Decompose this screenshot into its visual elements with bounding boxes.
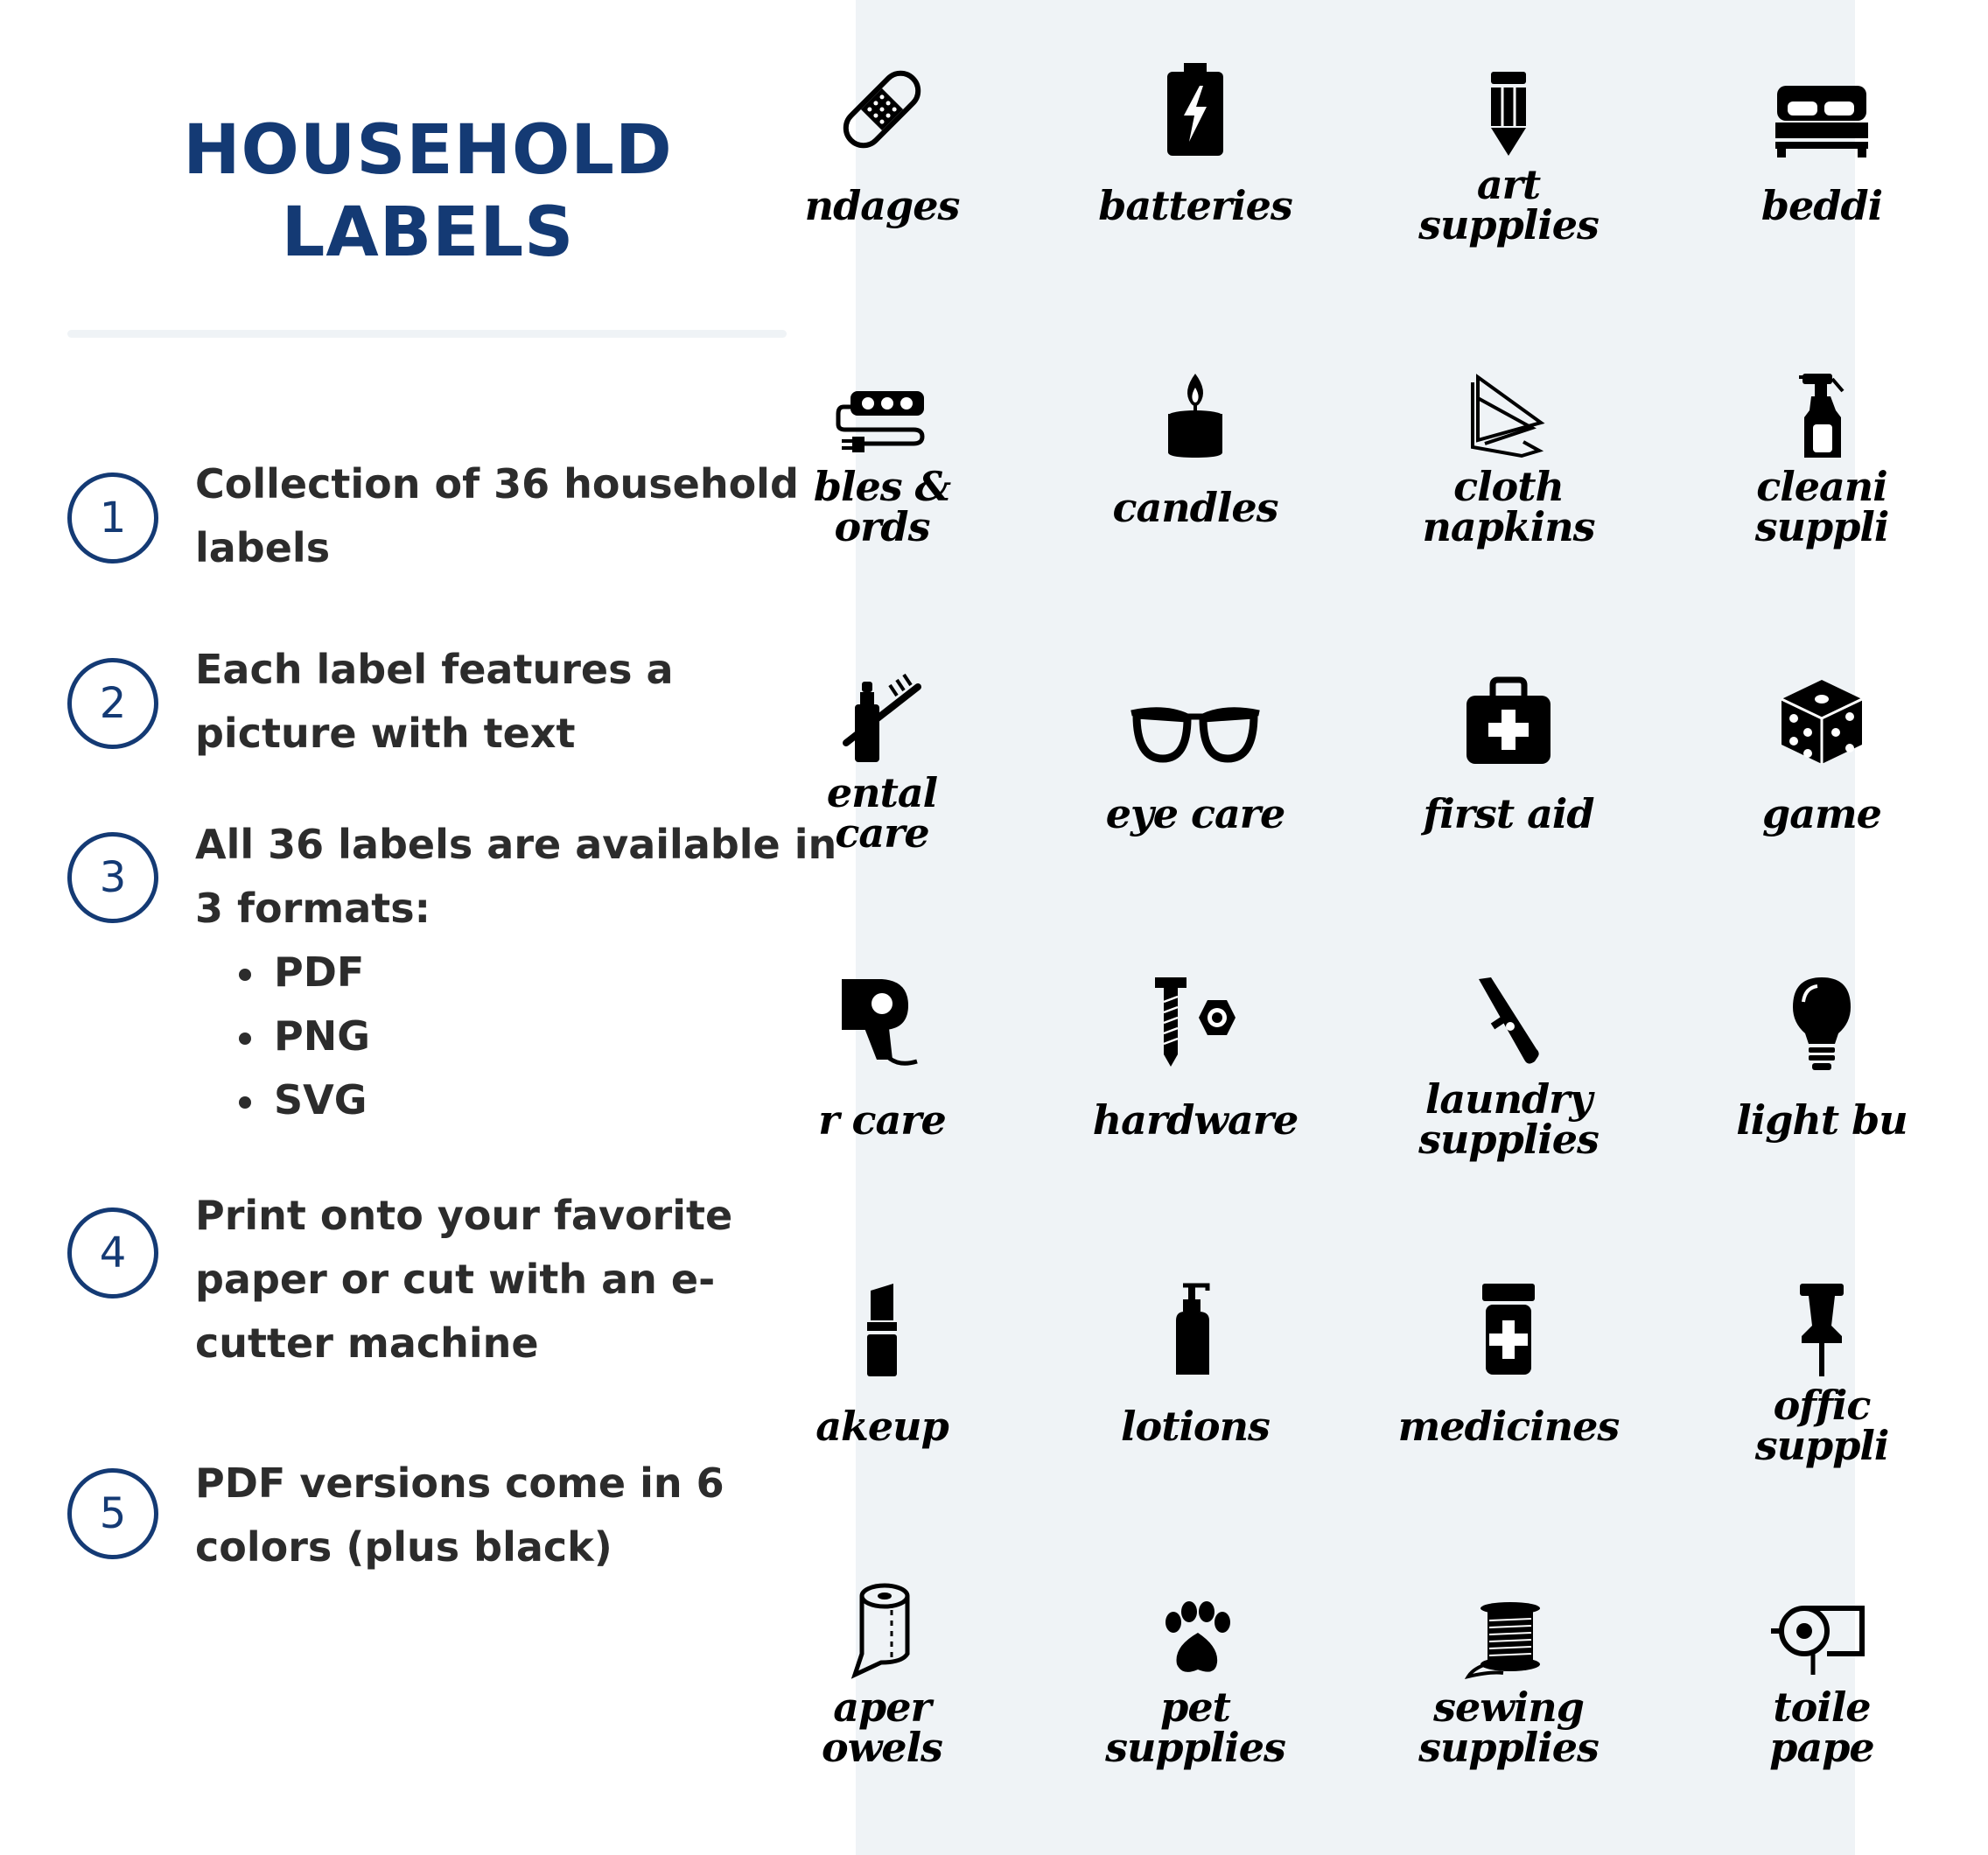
battery-icon xyxy=(1165,61,1226,158)
feature-text-body: Print onto your favorite paper or cut with an e-cutter machine xyxy=(195,1192,733,1367)
label-card xyxy=(751,363,1013,626)
label-line: light bu xyxy=(1736,1096,1908,1144)
label-card xyxy=(1377,363,1640,626)
bandage-icon xyxy=(834,61,930,158)
number-badge: 3 xyxy=(67,832,158,923)
label-card xyxy=(751,976,1013,1238)
label-text xyxy=(716,1684,1048,1771)
light-bulb-icon xyxy=(1791,976,1852,1072)
label-card xyxy=(1690,669,1953,932)
label-line: suppli xyxy=(1754,503,1889,550)
label-text xyxy=(1656,1096,1988,1144)
label-card xyxy=(1377,61,1640,324)
toilet-paper-icon xyxy=(1778,1601,1866,1680)
label-text xyxy=(1656,182,1988,229)
thread-spool-icon xyxy=(1465,1601,1552,1680)
format-item: PNG xyxy=(274,1004,843,1068)
label-text xyxy=(1342,463,1675,550)
first-aid-kit-icon xyxy=(1465,678,1552,766)
label-text xyxy=(1656,463,1988,550)
label-line: beddi xyxy=(1760,182,1883,229)
pushpin-icon xyxy=(1791,1282,1852,1378)
feature-text xyxy=(195,638,843,766)
feature-text-body: All 36 labels are available in 3 formats: xyxy=(195,821,837,932)
medicine-bottle-icon xyxy=(1474,1282,1544,1378)
label-text xyxy=(716,1403,1048,1450)
spray-bottle-icon xyxy=(1796,372,1848,459)
label-line: pape xyxy=(1769,1724,1874,1771)
feature-text xyxy=(195,813,843,1132)
paw-icon xyxy=(1156,1601,1235,1680)
dice-icon xyxy=(1778,678,1866,766)
label-card xyxy=(1064,1282,1326,1544)
label-line: lotions xyxy=(1121,1403,1270,1450)
label-line: akeup xyxy=(816,1403,948,1450)
label-line: suppli xyxy=(1754,1422,1889,1469)
label-line: laundry xyxy=(1424,1075,1592,1123)
label-text xyxy=(1342,1075,1675,1163)
feature-text-body: Collection of 36 household labels xyxy=(195,460,799,571)
label-card xyxy=(1064,1584,1326,1846)
label-line: pet xyxy=(1160,1684,1230,1731)
label-line: art xyxy=(1476,161,1541,208)
label-text xyxy=(1342,790,1675,837)
label-line: cleani xyxy=(1756,463,1887,510)
label-card xyxy=(1690,1282,1953,1544)
label-card xyxy=(1690,61,1953,324)
label-card xyxy=(751,61,1013,324)
label-text xyxy=(716,463,1048,550)
label-line: supplies xyxy=(1418,201,1599,248)
divider xyxy=(67,330,787,338)
label-text xyxy=(1029,484,1362,531)
bed-icon xyxy=(1774,79,1870,158)
label-text xyxy=(1029,1096,1362,1144)
label-text xyxy=(716,1096,1048,1144)
toothbrush-icon xyxy=(843,669,921,766)
format-item: PDF xyxy=(274,941,843,1004)
label-text xyxy=(1656,790,1988,837)
number-badge: 1 xyxy=(67,472,158,564)
label-line: napkins xyxy=(1422,503,1595,550)
info-panel xyxy=(0,0,856,1855)
feature-text xyxy=(195,1452,843,1579)
label-text xyxy=(1029,790,1362,837)
label-line: ental xyxy=(826,769,938,816)
lipstick-icon xyxy=(860,1282,904,1378)
format-item: SVG xyxy=(274,1068,843,1132)
label-line: hardware xyxy=(1092,1096,1298,1144)
label-card xyxy=(751,669,1013,932)
label-line: eye care xyxy=(1105,790,1285,837)
label-text xyxy=(1029,182,1362,229)
feature-text-body: PDF versions come in 6 colors (plus black) xyxy=(195,1460,724,1571)
label-line: sewing xyxy=(1433,1684,1584,1731)
number-badge: 5 xyxy=(67,1468,158,1559)
label-line: aper xyxy=(833,1684,931,1731)
label-line: batteries xyxy=(1098,182,1292,229)
label-line: medicines xyxy=(1397,1403,1620,1450)
label-line: game xyxy=(1762,790,1881,837)
number-badge: 2 xyxy=(67,658,158,749)
label-line: supplies xyxy=(1418,1116,1599,1163)
label-card xyxy=(751,1584,1013,1846)
paper-towel-icon xyxy=(851,1584,913,1680)
label-line: care xyxy=(835,809,929,857)
label-line: ords xyxy=(834,503,930,550)
title-line-2: LABELS xyxy=(281,193,575,272)
label-preview-panel xyxy=(804,0,1908,1855)
glasses-icon xyxy=(1130,704,1261,766)
label-line: candles xyxy=(1112,484,1278,531)
label-card xyxy=(1064,669,1326,932)
label-line: bles & xyxy=(813,463,951,510)
clothespin-icon xyxy=(1474,976,1544,1072)
title-line-1: HOUSEHOLD xyxy=(183,111,673,190)
label-text xyxy=(1656,1684,1988,1771)
feature-text xyxy=(195,1184,843,1376)
label-line: cloth xyxy=(1453,463,1564,510)
candle-icon xyxy=(1165,372,1226,459)
label-line: toile xyxy=(1773,1684,1871,1731)
label-card xyxy=(1377,1584,1640,1846)
label-card xyxy=(1690,976,1953,1238)
screw-nut-icon xyxy=(1152,976,1239,1072)
pencil-icon xyxy=(1482,70,1535,158)
label-text xyxy=(716,182,1048,229)
label-card xyxy=(751,1282,1013,1544)
label-text xyxy=(716,769,1048,857)
label-text xyxy=(1656,1382,1988,1469)
label-card xyxy=(1690,363,1953,626)
label-text xyxy=(1342,1684,1675,1771)
napkin-icon xyxy=(1469,372,1548,459)
label-line: offic xyxy=(1773,1382,1871,1429)
label-line: r care xyxy=(818,1096,946,1144)
label-line: owels xyxy=(822,1724,942,1771)
label-card xyxy=(1377,669,1640,932)
label-text xyxy=(1342,1403,1675,1450)
label-card xyxy=(1064,976,1326,1238)
label-card xyxy=(1064,61,1326,324)
label-text xyxy=(1342,161,1675,248)
lotion-bottle-icon xyxy=(1169,1282,1222,1378)
label-line: supplies xyxy=(1105,1724,1285,1771)
label-card xyxy=(1064,363,1326,626)
feature-text-body: Each label features a picture with text xyxy=(195,646,674,757)
label-line: first aid xyxy=(1423,790,1594,837)
label-line: ndages xyxy=(804,182,960,229)
label-card xyxy=(1690,1584,1953,1846)
label-text xyxy=(1029,1403,1362,1450)
label-text xyxy=(1029,1684,1362,1771)
label-card xyxy=(1377,1282,1640,1544)
power-strip-icon xyxy=(838,389,926,459)
hair-dryer-icon xyxy=(838,976,926,1072)
label-line: supplies xyxy=(1418,1724,1599,1771)
number-badge: 4 xyxy=(67,1208,158,1298)
label-card xyxy=(1377,976,1640,1238)
